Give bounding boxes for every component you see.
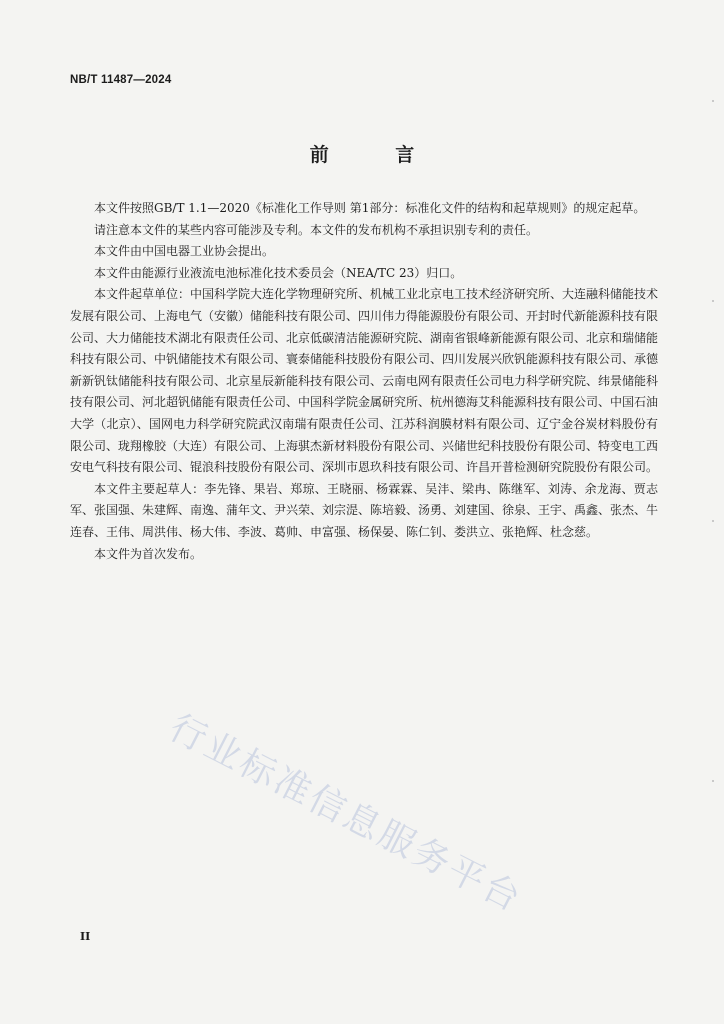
paragraph-first-release: 本文件为首次发布。 xyxy=(94,546,203,561)
standard-number: NB/T 11487—2024 xyxy=(70,74,172,86)
page-number: II xyxy=(80,930,91,943)
foreword-body xyxy=(70,198,658,565)
paragraph-patent-notice: 请注意本文件的某些内容可能涉及专利。本文件的发布机构不承担识别专利的责任。 xyxy=(94,222,539,237)
scan-mark xyxy=(712,300,714,302)
paragraph-drafting-units: 本文件起草单位：中国科学院大连化学物理研究所、机械工业北京电工技术经济研究所、大连融科储能技术发展有限公司、上海电气（安徽）储能科技有限公司、四川伟力得能源股份有限公司、开封时代新能源科技有限公司、大力储能技术湖北有限责任公司、北京低碳清洁能源研究院、湖南省银峰新能源有限公司、北京和瑞储能科技有限公司、中钒储能技术有限公司、寰泰储能科技股份有限公司、四川发展兴欣钒能源科技有限公司、承德新新钒钛储能科技有限公司、北京星辰新能科技有限公司、云南电网有限责任公司电力科学研究院、纬景储能科技有限公司、河北超钒储能有限责任公司、中国科学院金属研究所、杭州德海艾科能源科技有限公司、中国石油大学（北京）、国网电力科学研究院武汉南瑞有限责任公司、江苏科润膜材料有限公司、辽宁金谷炭材料股份有限公司、珑翔橡胶（大连）有限公司、上海骐杰新材料股份有限公司、兴储世纪科技股份有限公司、特变电工西安电气科技有限公司、锟浪科技股份有限公司、深圳市恩玖科技有限公司、许昌开普检测研究院股份有限公司。 xyxy=(70,287,659,475)
scan-mark xyxy=(712,780,714,782)
paragraph-proposer: 本文件由中国电器工业协会提出。 xyxy=(94,244,275,259)
scan-mark xyxy=(712,520,714,522)
page-title: 前 言 xyxy=(309,144,445,166)
paragraph-technical-committee: 本文件由能源行业液流电池标准化技术委员会（NEA/TC 23）归口。 xyxy=(94,265,463,280)
paragraph-drafters: 本文件主要起草人：李先锋、果岩、郑琼、王晓丽、杨霖霖、吴沣、梁冉、陈继军、刘涛、余龙海、贾志军、张国强、朱建辉、南逸、蒲年文、尹兴荣、刘宗湜、陈培毅、汤勇、刘建国、徐泉、王宇、禹鑫、张杰、牛连春、王伟、周洪伟、杨大伟、李波、葛帅、申富强、杨保晏、陈仁钊、娄洪立、张艳辉、杜念慈。 xyxy=(70,481,659,539)
watermark-text: 行业标准信息服务平台 xyxy=(162,707,529,921)
paragraph-drafting-rules: 本文件按照GB/T 1.1—2020《标准化工作导则 第1部分：标准化文件的结构和起草规则》的规定起草。 xyxy=(94,201,646,215)
scan-mark xyxy=(712,100,714,102)
